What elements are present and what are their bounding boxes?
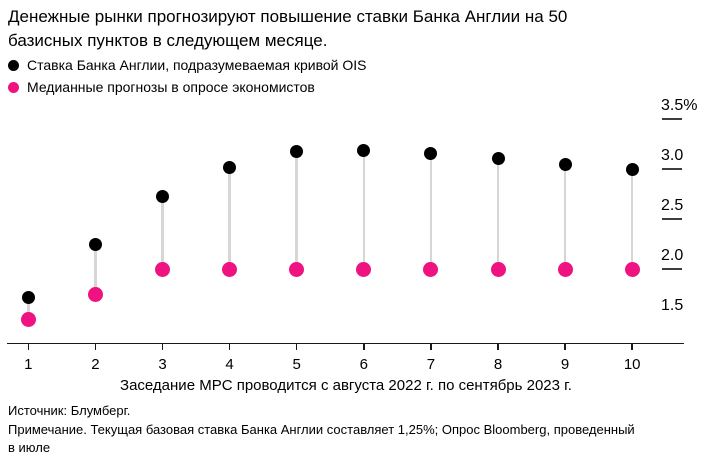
survey-legend-dot-icon xyxy=(8,82,19,93)
y-axis-label: 2.0 xyxy=(661,247,684,264)
x-axis-label: 9 xyxy=(560,356,570,373)
survey-dot xyxy=(289,262,304,277)
x-axis-tick xyxy=(631,344,633,350)
x-axis-tick xyxy=(162,344,164,350)
survey-dot xyxy=(88,287,103,302)
x-axis-tick xyxy=(95,344,97,350)
x-axis-label: 6 xyxy=(359,356,368,373)
x-axis-label: 8 xyxy=(493,356,503,373)
survey-dot xyxy=(356,262,371,277)
survey-dot xyxy=(222,262,237,277)
survey-dot xyxy=(21,312,36,327)
survey-dot xyxy=(558,262,573,277)
x-axis-tick xyxy=(28,344,30,350)
ois-dot xyxy=(223,161,236,174)
chart-title: Денежные рынки прогнозируют повышение ставки Банка Англии на 50 базисных пунктов в следующем месяце. xyxy=(8,7,568,50)
x-axis-tick xyxy=(363,344,365,350)
y-axis-tick xyxy=(662,268,682,270)
y-axis-label: 2.5 xyxy=(661,197,684,214)
survey-dot xyxy=(423,262,438,277)
y-axis-label: 3.0 xyxy=(661,147,684,164)
legend-item-ois xyxy=(8,54,367,76)
survey-dot xyxy=(491,262,506,277)
survey-dot xyxy=(155,262,170,277)
x-axis-label: 4 xyxy=(225,356,234,373)
connector-line xyxy=(228,167,231,269)
connector-line xyxy=(497,158,500,269)
y-axis-tick xyxy=(662,118,682,120)
connector-line xyxy=(161,196,164,269)
connector-line xyxy=(564,164,567,269)
legend-label-survey: Медианные прогнозы в опросе экономистов xyxy=(27,79,315,95)
x-axis-tick xyxy=(229,344,231,350)
x-axis-tick xyxy=(564,344,566,350)
ois-dot xyxy=(492,152,505,165)
x-axis-tick xyxy=(497,344,499,350)
x-axis-label: 2 xyxy=(91,356,100,373)
connector-line xyxy=(363,150,366,269)
y-axis-label: 3.5% xyxy=(661,97,698,114)
x-axis-label: 5 xyxy=(292,356,301,373)
x-axis-label: 1 xyxy=(24,356,33,373)
ois-dot xyxy=(626,163,639,176)
y-axis-tick xyxy=(662,168,682,170)
legend-label-ois: Ставка Банка Англии, подразумеваемая кривой OIS xyxy=(27,57,367,73)
x-axis-tick xyxy=(430,344,432,350)
source-text: Источник: Блумберг. xyxy=(8,403,131,418)
ois-dot xyxy=(290,145,303,158)
x-axis-tick xyxy=(296,344,298,350)
note-text: Примечание. Текущая базовая ставка Банка Англии составляет 1,25%; Опрос Bloomberg, проведенный в июле xyxy=(8,422,635,455)
ois-dot xyxy=(156,190,169,203)
x-axis-label: 10 xyxy=(623,356,641,373)
x-axis-label: 3 xyxy=(158,356,167,373)
connector-line xyxy=(295,151,298,269)
x-axis-caption: Заседание MPC проводится с августа 2022 г. по сентябрь 2023 г. xyxy=(120,377,572,394)
connector-line xyxy=(430,153,433,269)
connector-line xyxy=(631,169,634,269)
x-axis-line xyxy=(7,343,684,345)
x-axis-label: 7 xyxy=(426,356,436,373)
ois-dot xyxy=(89,238,102,251)
ois-dot xyxy=(424,147,437,160)
survey-dot xyxy=(625,262,640,277)
ois-dot xyxy=(22,291,35,304)
legend xyxy=(8,54,367,98)
legend-item-survey xyxy=(8,76,367,98)
ois-legend-dot-icon xyxy=(8,60,19,71)
y-axis-label: 1.5 xyxy=(661,297,684,314)
ois-dot xyxy=(357,144,370,157)
ois-dot xyxy=(559,158,572,171)
y-axis-tick xyxy=(662,218,682,220)
